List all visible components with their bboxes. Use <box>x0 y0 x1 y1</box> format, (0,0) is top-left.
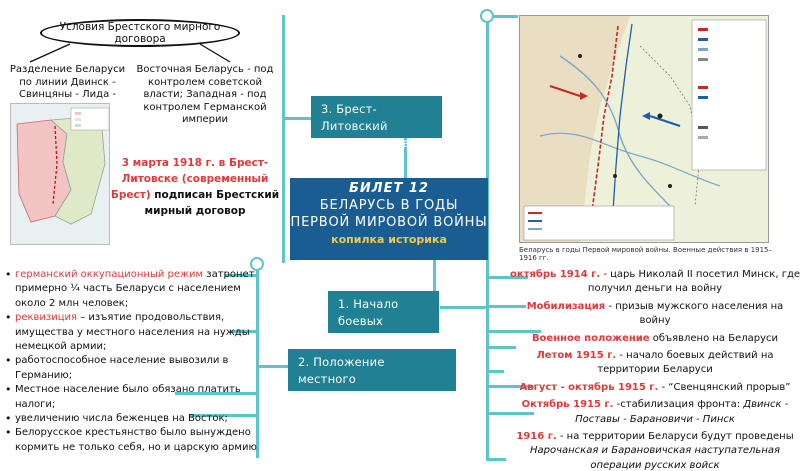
connector-box1 <box>440 306 488 309</box>
connector-left-vertical <box>282 15 285 263</box>
treaty-note-rest: подписан Брестский мирный договор <box>144 189 280 217</box>
box-population-line2: населения <box>298 389 365 403</box>
box-treaty-line2: мирный договор <box>321 136 425 150</box>
box-population <box>288 349 456 403</box>
central-subtitle: копилка историка <box>331 233 447 246</box>
list-item: • Местное население было обязано платить налоги; <box>3 383 265 412</box>
central-topic <box>290 178 488 260</box>
tick-right-5 <box>486 370 504 373</box>
box-start-of-war <box>328 291 439 345</box>
list-item: октябрь 1914 г. - царь Николай II посетил Минск, где получил деньги на войну <box>510 269 800 295</box>
box-treaty-line1: 3. Брест-Литовский <box>321 102 388 133</box>
list-item: 1916 г. - на территории Беларуси будут проведены Нарочанская и Барановичская наступательная операции русских войск <box>516 431 794 471</box>
connector-right-bottom <box>486 458 506 461</box>
list-item: Мобилизация - призыв мужского населения на войну <box>526 300 784 327</box>
treaty-map <box>10 103 110 245</box>
box-start-line1: 1. Начало боевых <box>338 297 399 328</box>
war-map <box>519 15 769 243</box>
list-item: • германский оккупационный режим затронет примерно ¼ часть Беларуси с населением около 2 млн человек; <box>3 268 265 311</box>
list-item: Октябрь 1915 г. -стабилизация фронта: Двинск - Поставы - Барановичи - Пинск <box>521 399 789 425</box>
list-item: Летом 1915 г. - начало боевых действий на территории Беларуси <box>536 350 774 376</box>
central-title-1: БИЛЕТ 12 <box>349 181 429 196</box>
box-treaty <box>311 96 442 150</box>
central-title-3: ПЕРВОЙ МИРОВОЙ ВОЙНЫ <box>290 215 488 230</box>
list-item: • реквизиция – изъятие продовольствия, имущества у местного населения на нужды немецкой армии; <box>3 311 265 354</box>
list-item: Август - октябрь 1915 г. - “Свенцянский прорыв” <box>519 381 791 393</box>
box-start-line2: действий <box>338 331 397 345</box>
connector-ring-top <box>480 9 494 23</box>
treaty-left-text: Разделение Беларуси по линии Двинск - Свинцяны - Лида - <box>9 64 126 100</box>
list-item: • Белорусское крестьянство было вынуждено кормить не только себя, но и царскую армию <box>3 426 265 455</box>
list-item: • увеличению числа беженцев на Восток; <box>3 412 265 426</box>
treaty-oval: Условия Брестского мирного договора <box>40 19 240 47</box>
list-item: Военное положение объявлено на Беларуси <box>531 332 779 344</box>
treaty-right-text: Восточная Беларусь - под контролем советской власти; Западная - под контролем Германской империи <box>136 64 274 125</box>
events-list <box>510 268 800 471</box>
box-population-line1: 2. Положение местного <box>298 355 385 386</box>
treaty-date-note <box>110 155 280 219</box>
treaty-date: 3 марта 1918 г. в Брест-Литовске (современный Брест) <box>110 157 269 201</box>
war-map-caption: Беларусь в годы Первой мировой войны. Военные действия в 1915–1916 гг. <box>519 246 773 262</box>
population-list <box>3 268 265 455</box>
central-title-2: БЕЛАРУСЬ В ГОДЫ <box>319 198 459 213</box>
connector-center-down <box>433 260 436 292</box>
list-item: • работоспособное население вывозили в Германию; <box>3 354 265 383</box>
